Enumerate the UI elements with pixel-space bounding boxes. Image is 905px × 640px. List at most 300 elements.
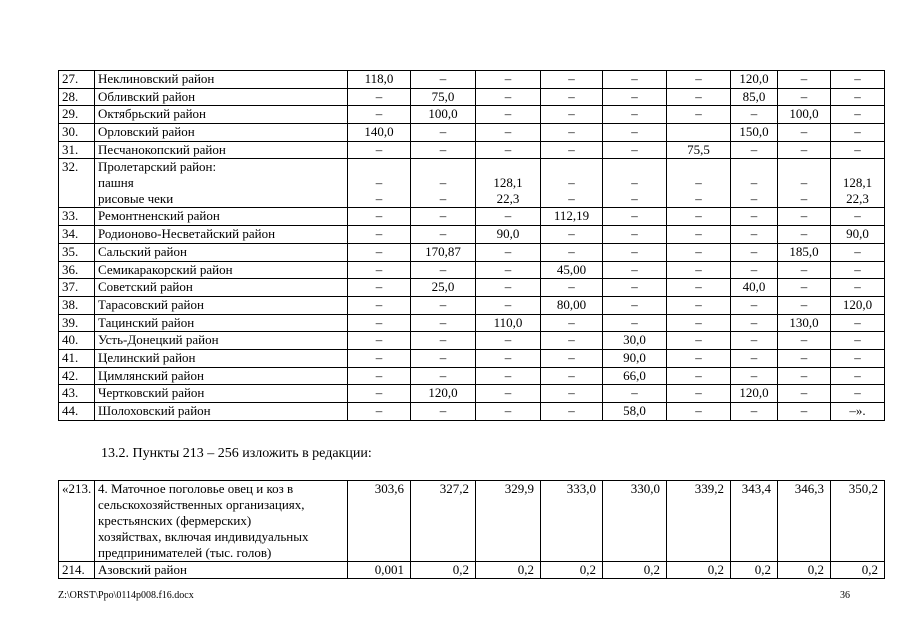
value-cell	[476, 208, 541, 226]
value-cell	[778, 159, 831, 208]
value-cell	[348, 124, 411, 142]
districts-table-body	[59, 71, 885, 421]
value-cell	[778, 279, 831, 297]
table-row	[59, 332, 885, 350]
cell-value: –	[439, 175, 447, 191]
cell-value: 0,001	[374, 562, 404, 577]
cell-value: –	[800, 296, 808, 312]
cell-value: –	[568, 367, 575, 383]
cell-value: –	[568, 279, 575, 295]
name-line: предпринимателей (тыс. голов)	[98, 545, 272, 560]
cell-value: –	[375, 367, 383, 383]
cell-value: 90,0	[846, 226, 869, 242]
value-cell	[731, 332, 778, 350]
cell-value: –	[504, 296, 512, 312]
cell-value: –	[375, 349, 383, 365]
value-cell	[667, 159, 731, 208]
value-cell	[476, 226, 541, 244]
cell-value: –	[631, 385, 638, 401]
cell-value: 0,2	[807, 562, 824, 577]
row-number: 35.	[59, 243, 95, 261]
value-cell	[603, 349, 667, 367]
cell-value: –	[854, 367, 861, 383]
value-cell	[731, 296, 778, 314]
cell-value: –	[504, 141, 512, 157]
value-cell	[411, 279, 476, 297]
value-cell	[831, 296, 885, 314]
cell-value: 329,9	[504, 481, 534, 496]
value-cell	[348, 226, 411, 244]
cell-value: 0,2	[517, 562, 534, 577]
value-cell	[541, 562, 603, 579]
cell-value: 120,0	[739, 71, 769, 86]
name-line: Сальский район	[98, 243, 187, 259]
table-row	[59, 106, 885, 124]
cell-value: 339,2	[694, 481, 724, 496]
cell-value: –	[375, 261, 383, 277]
value-cell	[778, 562, 831, 579]
district-name	[95, 71, 348, 89]
value-cell	[541, 226, 603, 244]
value-cell	[411, 106, 476, 124]
cell-value: –	[695, 296, 702, 312]
cell-value: –	[854, 106, 861, 122]
name-line: Тарасовский район	[98, 296, 204, 312]
name-line: Тацинский район	[98, 314, 195, 330]
value-cell	[778, 481, 831, 562]
value-cell	[476, 314, 541, 332]
value-cell	[731, 314, 778, 332]
cell-value: 118,0	[364, 71, 394, 86]
cell-value: –	[568, 385, 575, 401]
cell-value: 22,3	[496, 191, 520, 207]
cell-value: –	[695, 226, 702, 242]
cell-value: –	[854, 332, 861, 348]
value-cell	[476, 243, 541, 261]
value-cell	[411, 349, 476, 367]
cell-value	[606, 159, 663, 175]
cell-value: –	[375, 314, 383, 330]
cell-value	[834, 159, 881, 175]
cell-value: 120,0	[739, 385, 769, 401]
cell-value	[479, 159, 537, 175]
district-name	[95, 261, 348, 279]
cell-value: –	[695, 191, 702, 207]
value-cell	[778, 208, 831, 226]
value-cell	[603, 385, 667, 403]
value-cell	[411, 403, 476, 421]
cell-value: –	[750, 367, 758, 383]
value-cell	[348, 208, 411, 226]
value-cell	[778, 385, 831, 403]
cell-value: –	[439, 261, 447, 277]
value-cell	[667, 332, 731, 350]
table-row	[59, 261, 885, 279]
cell-value: –	[375, 175, 383, 191]
value-cell	[476, 124, 541, 142]
value-cell	[603, 279, 667, 297]
value-cell	[731, 562, 778, 579]
name-line: Неклиновский район	[98, 71, 215, 86]
value-cell	[731, 226, 778, 244]
cell-value: –	[800, 403, 808, 418]
table-row	[59, 481, 885, 562]
name-line: Обливский район	[98, 88, 196, 104]
value-cell	[731, 349, 778, 367]
value-cell	[541, 141, 603, 159]
value-cell	[348, 141, 411, 159]
name-line: Целинский район	[98, 349, 196, 365]
value-cell	[667, 367, 731, 385]
cell-value: –	[439, 124, 447, 140]
value-cell	[348, 314, 411, 332]
table-row	[59, 124, 885, 142]
cell-value: –	[695, 71, 702, 86]
cell-value	[544, 159, 599, 175]
value-cell	[667, 349, 731, 367]
row-number: 30.	[59, 124, 95, 142]
cell-value	[670, 124, 727, 140]
cell-value: –	[695, 403, 702, 418]
row-number: 29.	[59, 106, 95, 124]
cell-value: 0,2	[452, 562, 469, 577]
value-cell	[541, 106, 603, 124]
name-line: 4. Маточное поголовье овец и коз в	[98, 481, 294, 496]
name-line: Октябрьский район	[98, 106, 206, 122]
value-cell	[348, 261, 411, 279]
value-cell	[831, 261, 885, 279]
cell-value: 80,00	[556, 296, 587, 312]
value-cell	[731, 88, 778, 106]
value-cell	[348, 349, 411, 367]
districts-table	[58, 70, 885, 421]
value-cell	[541, 481, 603, 562]
value-cell	[731, 71, 778, 89]
value-cell	[831, 562, 885, 579]
table-row	[59, 226, 885, 244]
value-cell	[603, 88, 667, 106]
row-number: 32.	[59, 159, 95, 208]
cell-value: –	[631, 88, 638, 104]
cell-value: –	[695, 314, 702, 330]
cell-value: –	[631, 71, 638, 86]
value-cell	[667, 141, 731, 159]
value-cell	[831, 159, 885, 208]
cell-value: 185,0	[789, 243, 819, 259]
value-cell	[778, 367, 831, 385]
value-cell	[476, 279, 541, 297]
cell-value: –	[504, 279, 512, 295]
cell-value: –	[568, 106, 575, 122]
cell-value	[781, 159, 827, 175]
value-cell	[667, 279, 731, 297]
cell-value: 130,0	[789, 314, 819, 330]
district-name	[95, 141, 348, 159]
cell-value: 112,19	[553, 208, 590, 224]
row-number: 42.	[59, 367, 95, 385]
cell-value: –	[750, 349, 758, 365]
value-cell	[541, 159, 603, 208]
cell-value: –	[504, 261, 512, 277]
row-number: «213.	[59, 481, 95, 562]
row-number: 214.	[59, 562, 95, 579]
row-number: 33.	[59, 208, 95, 226]
value-cell	[541, 71, 603, 89]
value-cell	[411, 385, 476, 403]
district-name	[95, 332, 348, 350]
value-cell	[476, 159, 541, 208]
cell-value: 303,6	[374, 481, 404, 496]
value-cell	[778, 403, 831, 421]
cell-value: 0,2	[707, 562, 724, 577]
cell-value: 110,0	[493, 314, 523, 330]
value-cell	[667, 562, 731, 579]
cell-value: 30,0	[623, 332, 646, 348]
cell-value: –	[375, 332, 383, 348]
cell-value: 120,0	[842, 296, 873, 312]
table-row	[59, 385, 885, 403]
value-cell	[831, 481, 885, 562]
value-cell	[476, 71, 541, 89]
value-cell	[831, 349, 885, 367]
value-cell	[778, 141, 831, 159]
row-number: 27.	[59, 71, 95, 89]
value-cell	[778, 71, 831, 89]
cell-value: –	[568, 71, 575, 86]
cell-value: –	[854, 385, 861, 401]
table-row	[59, 403, 885, 421]
value-cell	[603, 226, 667, 244]
value-cell	[603, 403, 667, 421]
table-row	[59, 159, 885, 208]
cell-value: –	[695, 106, 702, 122]
cell-value: –	[375, 88, 383, 104]
cell-value: 120,0	[428, 385, 458, 401]
value-cell	[667, 208, 731, 226]
value-cell	[348, 243, 411, 261]
value-cell	[411, 208, 476, 226]
value-cell	[541, 332, 603, 350]
cell-value: –	[568, 332, 575, 348]
name-line: Цимлянский район	[98, 367, 204, 383]
cell-value: –	[695, 208, 702, 224]
value-cell	[831, 106, 885, 124]
value-cell	[831, 367, 885, 385]
cell-value: –	[375, 141, 383, 157]
district-name	[95, 403, 348, 421]
value-cell	[411, 367, 476, 385]
cell-value: –	[750, 332, 758, 348]
value-cell	[778, 88, 831, 106]
cell-value: –	[631, 296, 638, 312]
name-line: пашня	[98, 175, 134, 191]
cell-value: –	[800, 279, 808, 295]
value-cell	[831, 243, 885, 261]
value-cell	[731, 403, 778, 421]
cell-value: –	[439, 71, 447, 86]
cell-value: –	[854, 279, 861, 295]
value-cell	[831, 385, 885, 403]
cell-value: –	[439, 191, 447, 207]
value-cell	[411, 261, 476, 279]
cell-value: 25,0	[431, 279, 455, 295]
cell-value: –	[375, 191, 383, 207]
cell-value: –	[800, 226, 808, 242]
value-cell	[476, 562, 541, 579]
cell-value: –	[439, 332, 447, 348]
table-row	[59, 71, 885, 89]
cell-value: –	[568, 191, 575, 207]
value-cell	[831, 403, 885, 421]
cell-value: –	[800, 71, 808, 86]
cell-value: –	[631, 279, 638, 295]
row-number: 41.	[59, 349, 95, 367]
value-cell	[476, 385, 541, 403]
value-cell	[831, 141, 885, 159]
name-line: Советский район	[98, 279, 193, 295]
value-cell	[348, 562, 411, 579]
name-line: Орловский район	[98, 124, 195, 140]
row-number: 37.	[59, 279, 95, 297]
value-cell	[667, 124, 731, 142]
cell-value: 100,0	[428, 106, 458, 122]
name-line: Родионово-Несветайский район	[98, 226, 276, 242]
cell-value: –	[631, 314, 638, 330]
table-row	[59, 367, 885, 385]
footer-page-number: 36	[840, 590, 850, 601]
name-line: Чертковский район	[98, 385, 205, 401]
cell-value: 90,0	[623, 349, 646, 365]
cell-value: –	[854, 124, 861, 140]
value-cell	[831, 279, 885, 297]
value-cell	[411, 296, 476, 314]
table-row	[59, 88, 885, 106]
value-cell	[411, 332, 476, 350]
cell-value: –	[854, 314, 861, 330]
value-cell	[476, 141, 541, 159]
value-cell	[731, 141, 778, 159]
cell-value: –	[854, 88, 861, 104]
cell-value: –	[750, 296, 758, 312]
livestock-table-body	[59, 481, 885, 579]
value-cell	[831, 332, 885, 350]
cell-value: 22,3	[846, 191, 869, 207]
cell-value: –	[504, 106, 512, 122]
name-line: сельскохозяйственных организациях,	[98, 497, 305, 512]
value-cell	[411, 243, 476, 261]
cell-value: –	[750, 106, 758, 122]
district-name	[95, 159, 348, 208]
cell-value: –	[750, 226, 758, 242]
table-row	[59, 314, 885, 332]
cell-value: –	[504, 332, 512, 348]
value-cell	[541, 296, 603, 314]
name-line: хозяйствах, включая индивидуальных	[98, 529, 309, 544]
district-name	[95, 124, 348, 142]
cell-value: –	[800, 261, 808, 277]
cell-value: –	[568, 403, 575, 418]
cell-value: –	[750, 191, 758, 207]
cell-value: 0,2	[579, 562, 596, 577]
district-name	[95, 226, 348, 244]
cell-value: –	[695, 175, 702, 191]
cell-value: –	[800, 191, 808, 207]
row-number: 36.	[59, 261, 95, 279]
name-line: Ремонтненский район	[98, 208, 220, 224]
value-cell	[667, 481, 731, 562]
cell-value: –	[750, 403, 758, 418]
table-row	[59, 141, 885, 159]
value-cell	[348, 71, 411, 89]
cell-value: 333,0	[566, 481, 596, 496]
value-cell	[778, 349, 831, 367]
cell-value: –	[854, 71, 861, 86]
cell-value: –	[439, 208, 447, 224]
value-cell	[411, 314, 476, 332]
cell-value: –	[504, 88, 512, 104]
value-cell	[411, 226, 476, 244]
cell-value: –	[631, 191, 638, 207]
value-cell	[667, 296, 731, 314]
name-line: Усть-Донецкий район	[98, 332, 219, 348]
cell-value: –	[695, 279, 702, 295]
cell-value: –	[800, 124, 808, 140]
footer-file-path: Z:\ORST\Ppo\0114p008.f16.docx	[58, 590, 194, 601]
value-cell	[411, 71, 476, 89]
row-number: 43.	[59, 385, 95, 403]
value-cell	[476, 403, 541, 421]
value-cell	[348, 88, 411, 106]
cell-value: –	[695, 332, 702, 348]
cell-value: –	[631, 175, 638, 191]
value-cell	[731, 367, 778, 385]
cell-value: –	[800, 208, 808, 224]
table-row	[59, 208, 885, 226]
value-cell	[603, 481, 667, 562]
cell-value: –	[800, 332, 808, 348]
cell-value: –	[568, 314, 575, 330]
cell-value: 45,00	[556, 261, 587, 277]
cell-value: –	[854, 141, 861, 157]
cell-value: –	[750, 208, 758, 224]
value-cell	[541, 279, 603, 297]
value-cell	[667, 314, 731, 332]
cell-value: 75,0	[431, 88, 455, 104]
cell-value: 128,1	[842, 175, 873, 191]
value-cell	[778, 106, 831, 124]
value-cell	[667, 261, 731, 279]
cell-value: –	[439, 403, 447, 418]
cell-value: 85,0	[742, 88, 766, 104]
district-name	[95, 279, 348, 297]
cell-value: 140,0	[364, 124, 394, 140]
value-cell	[348, 332, 411, 350]
value-cell	[603, 367, 667, 385]
name-line: Шолоховский район	[98, 403, 211, 418]
value-cell	[348, 279, 411, 297]
value-cell	[731, 124, 778, 142]
name-line: крестьянских (фермерских)	[98, 513, 252, 528]
value-cell	[541, 314, 603, 332]
cell-value: 75,5	[687, 141, 710, 157]
value-cell	[348, 481, 411, 562]
value-cell	[476, 349, 541, 367]
value-cell	[603, 159, 667, 208]
value-cell	[348, 296, 411, 314]
cell-value: 350,2	[848, 481, 878, 496]
value-cell	[778, 243, 831, 261]
cell-value: 343,4	[741, 481, 771, 496]
